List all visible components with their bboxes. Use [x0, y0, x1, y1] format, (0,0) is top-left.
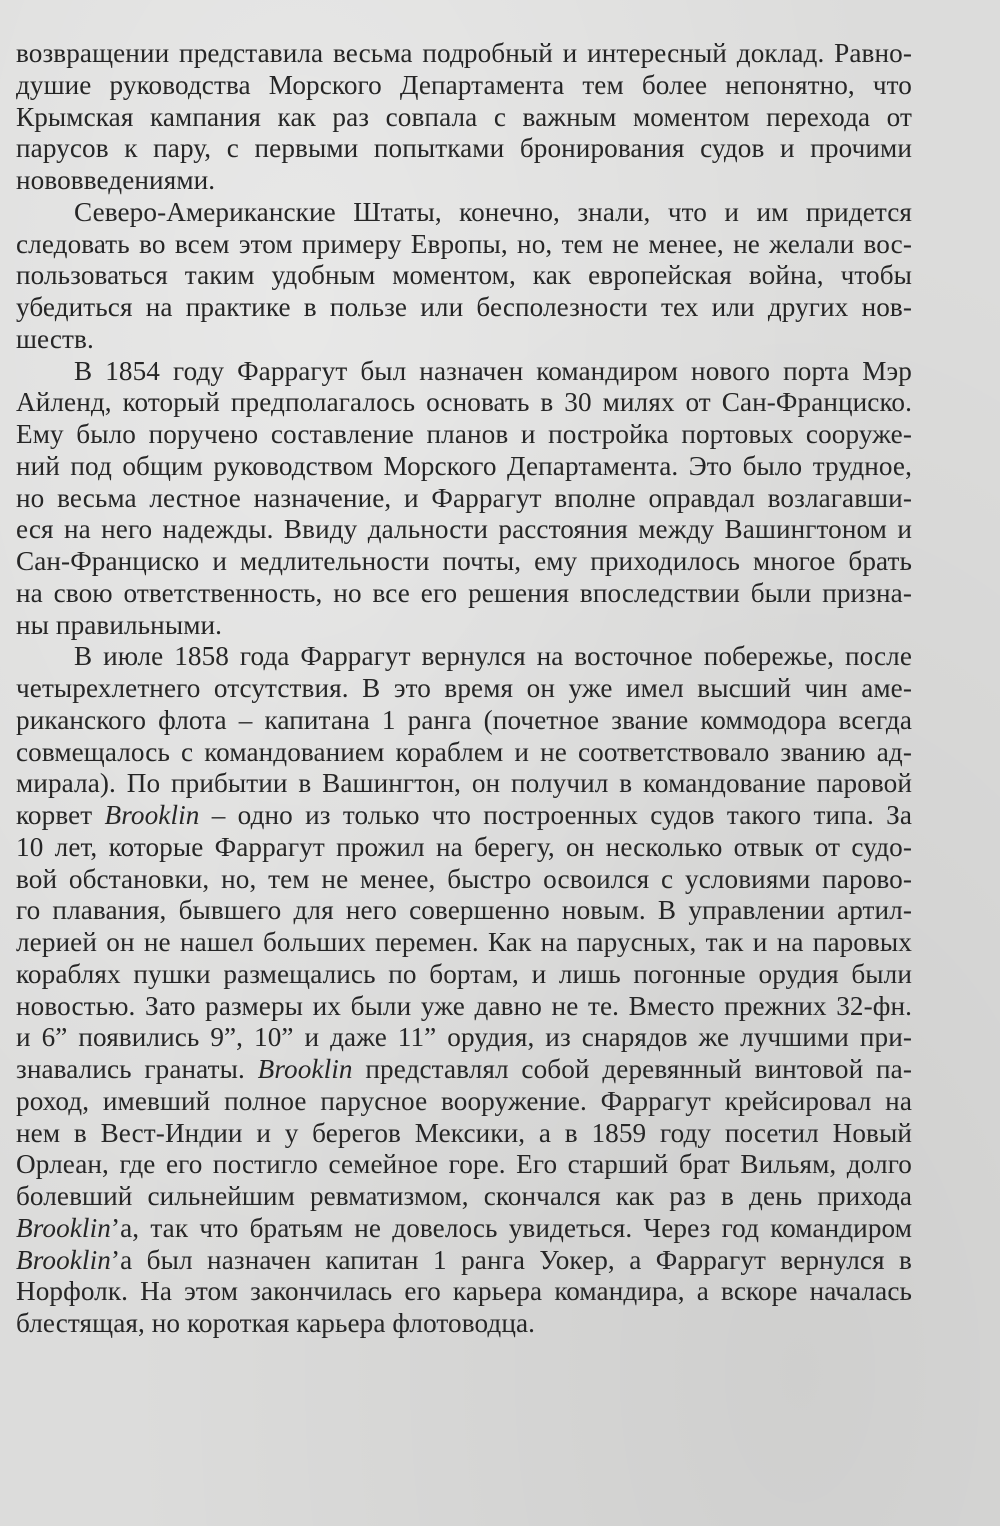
paragraph: [16, 38, 912, 197]
paragraph: [16, 356, 912, 642]
text-line: [16, 991, 912, 1023]
text-run: пользоваться таким удобным моментом, как европейская война, чтобы: [16, 260, 912, 291]
text-run: корвет: [16, 800, 105, 830]
italic-ship-name: Brooklin: [16, 1212, 111, 1243]
text-line: [16, 673, 912, 705]
text-line: [16, 260, 912, 292]
text-run: Ему было поручено составление планов и постройка портовых сооруже-: [16, 419, 912, 449]
text-run: ’а был назначен капитан 1 ранга Уокер, а Фаррагут вернулся в: [110, 1244, 912, 1275]
text-run: лерией он не нашел больших перемен. Как на парусных, так и на паровых: [16, 927, 912, 957]
text-run: риканского флота – капитана 1 ранга (почетное звание коммодора всегда: [16, 704, 912, 735]
text-line: [16, 768, 912, 800]
text-run: В июле 1858 года Фаррагут вернулся на восточное побережье, после: [74, 641, 912, 672]
text-run: роход, имевший полное парусное вооружение. Фаррагут крейсировал на: [16, 1085, 912, 1116]
text-line: [16, 102, 912, 134]
text-line: [16, 641, 912, 673]
text-run: парусов к пару, с первыми попытками бронирования судов и прочими: [16, 133, 912, 164]
book-page-text: [16, 38, 912, 1340]
text-line: [16, 229, 912, 261]
text-run: нем в Вест-Индии и у берегов Мексики, а в 1859 году посетил Новый: [16, 1117, 912, 1148]
text-line: [16, 1213, 912, 1245]
text-run: мирала). По прибытии в Вашингтон, он получил в командование паровой: [16, 768, 912, 799]
text-run: шеств.: [16, 323, 94, 354]
text-line: [16, 419, 912, 451]
text-line: [16, 546, 912, 578]
text-run: ний под общим руководством Морского Департамента. Это было трудное,: [16, 450, 912, 481]
text-line: [16, 737, 912, 769]
text-run: совмещалось с командованием кораблем и не соответствовало званию ад-: [16, 736, 912, 767]
text-line: [16, 292, 912, 324]
text-line: [16, 1308, 912, 1340]
text-line: [16, 133, 912, 165]
italic-ship-name: Brooklin: [104, 800, 200, 830]
text-run: – одно из только что построенных судов такого типа. За: [199, 800, 913, 830]
text-run: Норфолк. На этом закончилась его карьера командира, а вскоре началась: [16, 1276, 912, 1307]
text-line: [16, 1276, 912, 1308]
text-line: [16, 165, 912, 197]
italic-ship-name: Brooklin: [16, 1244, 111, 1275]
text-run: Крымская кампания как раз совпала с важным моментом перехода от: [16, 101, 912, 132]
text-run: на свою ответственность, но все его решения впоследствии были призна-: [16, 577, 912, 608]
text-line: [16, 1054, 912, 1086]
text-run: Айленд, который предполагалось основать в 30 милях от Сан-Франциско.: [16, 387, 912, 418]
text-run: убедиться на практике в пользе или бесполезности тех или других нов-: [16, 292, 912, 322]
text-line: [16, 959, 912, 991]
text-line: [16, 610, 912, 642]
text-line: [16, 1181, 912, 1213]
text-line: [16, 578, 912, 610]
text-line: [16, 1086, 912, 1118]
text-run: четырехлетнего отсутствия. В это время он уже имел высший чин аме-: [16, 673, 912, 703]
text-run: душие руководства Морского Департамента тем более непонятно, что: [16, 69, 912, 100]
text-line: [16, 1022, 912, 1054]
text-run: вой обстановки, но, тем не менее, быстро освоился с условиями парово-: [16, 863, 912, 894]
text-line: [16, 197, 912, 229]
text-line: [16, 324, 912, 356]
text-line: [16, 1245, 912, 1277]
text-line: [16, 451, 912, 483]
text-run: еся на него надежды. Ввиду дальности расстояния между Вашингтоном и: [16, 514, 912, 545]
paragraph: [16, 641, 912, 1340]
italic-ship-name: Brooklin: [257, 1054, 353, 1084]
text-line: [16, 70, 912, 102]
text-line: [16, 705, 912, 737]
text-run: представлял собой деревянный винтовой па-: [352, 1054, 912, 1084]
text-run: следовать во всем этом примеру Европы, но, тем не менее, не желали вос-: [16, 228, 912, 259]
text-line: [16, 387, 912, 419]
text-run: ны правильными.: [16, 609, 223, 640]
text-run: ’а, так что братьям не довелось увидеться. Через год командиром: [110, 1212, 912, 1243]
paragraph: [16, 197, 912, 356]
text-line: [16, 514, 912, 546]
text-line: [16, 800, 912, 832]
text-run: и 6” появились 9”, 10” и даже 11” орудия, из снарядов же лучшими при-: [16, 1022, 912, 1053]
text-run: но весьма лестное назначение, и Фаррагут вполне оправдал возлагавши-: [16, 482, 912, 513]
text-run: новостью. Зато размеры их были уже давно не те. Вместо прежних 32-фн.: [16, 990, 912, 1021]
text-run: возвращении представила весьма подробный и интересный доклад. Равно-: [16, 38, 912, 68]
text-run: болевший сильнейшим ревматизмом, скончался как раз в день прихода: [16, 1181, 912, 1211]
text-line: [16, 1149, 912, 1181]
text-line: [16, 864, 912, 896]
text-run: знавались гранаты.: [16, 1054, 258, 1084]
text-run: Сан-Франциско и медлительности почты, ему приходилось многое брать: [16, 546, 912, 576]
text-run: Северо-Американские Штаты, конечно, знали, что и им придется: [74, 196, 912, 227]
text-line: [16, 483, 912, 515]
text-run: кораблях пушки размещались по бортам, и лишь погонные орудия были: [16, 958, 912, 989]
text-line: [16, 927, 912, 959]
text-line: [16, 832, 912, 864]
text-line: [16, 895, 912, 927]
text-line: [16, 1118, 912, 1150]
text-run: Орлеан, где его постигло семейное горе. Его старший брат Вильям, долго: [16, 1149, 912, 1180]
text-line: [16, 356, 912, 388]
text-line: [16, 38, 912, 70]
text-run: 10 лет, которые Фаррагут прожил на берегу, он несколько отвык от судо-: [16, 831, 912, 862]
text-run: нововведениями.: [16, 165, 216, 195]
text-run: В 1854 году Фаррагут был назначен командиром нового порта Мэр: [74, 355, 912, 386]
text-run: блестящая, но короткая карьера флотоводца.: [16, 1308, 536, 1338]
text-run: го плавания, бывшего для него совершенно новым. В управлении артил-: [16, 895, 912, 926]
